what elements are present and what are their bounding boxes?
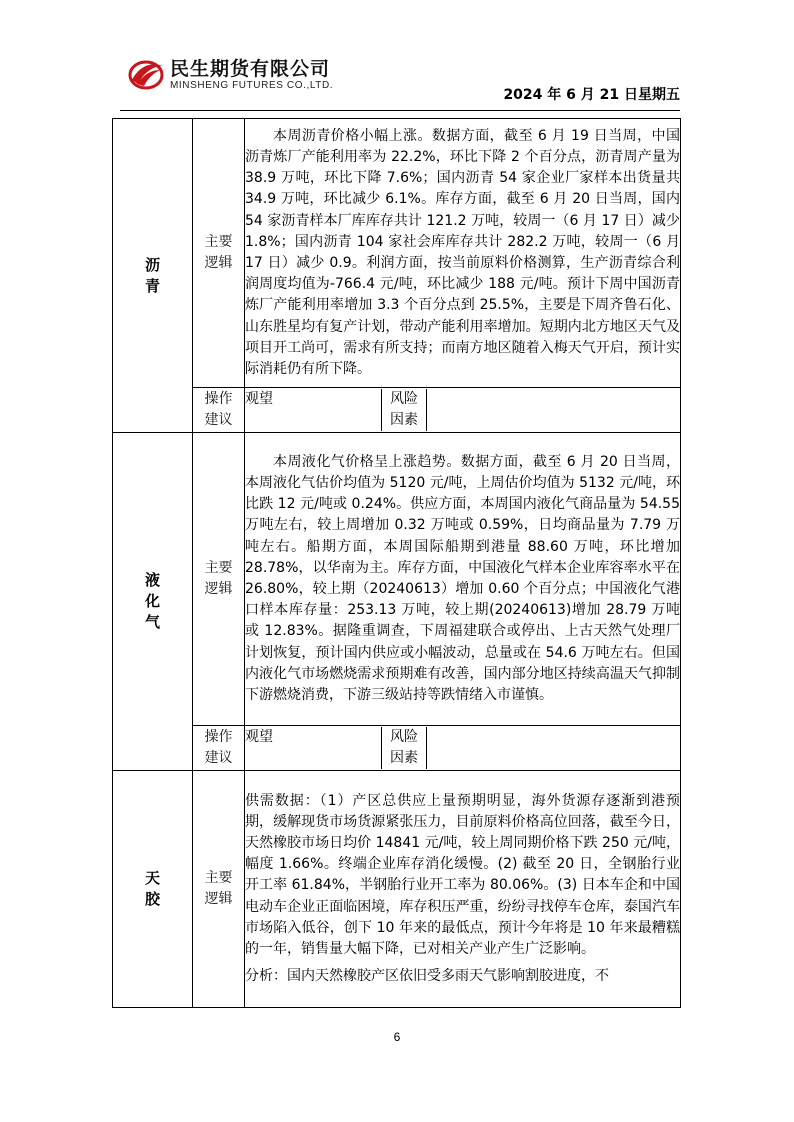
op-subtable: [245, 727, 680, 769]
header-divider: [120, 110, 680, 111]
logic-paragraph: 本周液化气价格呈上涨趋势。数据方面，截至 6 月 20 日当周，本周液化气估价均值为 5120 元/吨，上周估价均值为 5132 元/吨，环比跌 12 元/吨或 0.24%。供应方面，本周国内液化气商品量为 54.55 万吨左右，较上周增加 0.32 万吨或 0.59%，日均商品量为 7.79 万吨左右。船期方面，本周国际船期到港量 88.60 万吨，环比增加 28.78%，以华南为主。库存方面，中国液化气样本企业库容率水平在 26.80%，较上期（20240613）增加 0.60 个百分点；中国液化气港口样本库存量：253.13 万吨，较上期(20240613)增加 28.79 万吨或 12.83%。据隆重调查，下周福建联合或停出、上古天然气处理厂计划恢复，预计国内供应或小幅波动，总量或在 54.6 万吨左右。但国内液化气市场燃烧需求预期难有改善，国内部分地区持续高温天气抑制下游燃烧消费，下游三级站持等跌情绪入市谨慎。: [245, 453, 680, 704]
logic-paragraph: 分析：国内天然橡胶产区依旧受多雨天气影响割胶进度，不: [245, 968, 609, 985]
op-subtable: [245, 389, 680, 431]
risk-value: [427, 389, 681, 431]
risk-label-text: 风险因素: [389, 729, 418, 766]
logic-label: 主要逻辑: [204, 870, 233, 907]
report-date: 2024 年 6 月 21 日星期五: [503, 87, 680, 103]
op-label: 操作建议: [204, 391, 233, 428]
minsheng-logo-icon: [128, 56, 164, 92]
company-logo: [120, 52, 380, 104]
table-row: [113, 388, 681, 433]
table-row: [113, 119, 681, 388]
logic-label: 主要逻辑: [204, 560, 233, 597]
risk-label-text: 风险因素: [389, 391, 418, 428]
table-row: [113, 433, 681, 726]
op-value: 观望: [245, 727, 382, 769]
category-name: 天胶: [144, 869, 160, 908]
op-cell: [245, 726, 681, 771]
table-row: [113, 771, 681, 1008]
page-number: 6: [393, 1030, 401, 1044]
category-name: 沥青: [144, 255, 160, 295]
logic-label-cell: [193, 119, 245, 388]
logic-body: [245, 433, 681, 726]
company-name-cn: 民生期货有限公司: [170, 58, 331, 80]
op-label-cell: [193, 388, 245, 433]
category-cell: [113, 433, 193, 771]
commodity-table: [112, 118, 681, 1008]
op-value: 观望: [245, 389, 382, 431]
risk-value: [427, 727, 681, 769]
table-row: [113, 726, 681, 771]
op-label-cell: [193, 726, 245, 771]
category-cell: [113, 771, 193, 1008]
logic-body: [245, 771, 681, 1008]
logic-label: 主要逻辑: [204, 234, 233, 271]
logic-label-cell: [193, 433, 245, 726]
logic-paragraph: 供需数据：（1）产区总供应上量预期明显，海外货源存逐渐到港预期，缓解现货市场货源紧张压力，目前原料价格高位回落，截至今日，天然橡胶市场日均价 14841 元/吨，较上周同期价格下跌 250 元/吨，幅度 1.66%。终端企业库存消化缓慢。(2) 截至 20 日，全钢胎行业开工率 61.84%，半钢胎行业开工率为 80.06%。(3) 日本车企和中国电动车企业正面临困境，库存积压严重，纷纷寻找停车仓库，泰国汽车市场陷入低谷，创下 10 年来的最低点，预计今年将是 10 年来最糟糕的一年，销售量大幅下降，已对相关产业产生广泛影响。: [245, 792, 680, 957]
op-label: 操作建议: [204, 729, 233, 766]
category-cell: [113, 119, 193, 433]
risk-label: [382, 727, 427, 769]
risk-label: [382, 389, 427, 431]
category-name: 液化气: [144, 571, 160, 631]
logic-body: [245, 119, 681, 388]
page-header: [120, 52, 680, 112]
logic-paragraph: 本周沥青价格小幅上涨。数据方面，截至 6 月 19 日当周，中国沥青炼厂产能利用率为 22.2%，环比下降 2 个百分点，沥青周产量为 38.9 万吨，环比下降 7.6%；国内沥青 54 家企业厂家样本出货量共 34.9 万吨，环比减少 6.1%。库存方面，截至 6 月 20 日当周，国内 54 家沥青样本厂库库存共计 121.2 万吨，较周一（6 月 17 日）减少 1.8%；国内沥青 104 家社会库库存共计 282.2 万吨，较周一（6 月 17 日）减少 0.9。利润方面，按当前原料价格测算，生产沥青综合利润周度均值为-766.4 元/吨，环比减少 188 元/吨。预计下周中国沥青炼厂产能利用率增加 3.3 个百分点到 25.5%，主要是下周齐鲁石化、山东胜星均有复产计划，带动产能利用率增加。短期内北方地区天气及项目开工尚可，需求有所支持；而南方地区随着入梅天气开启，预计实际消耗仍有所下降。: [245, 127, 680, 378]
logic-label-cell: [193, 771, 245, 1008]
op-cell: [245, 388, 681, 433]
company-name-en: MINSHENG FUTURES CO.,LTD.: [170, 80, 334, 91]
